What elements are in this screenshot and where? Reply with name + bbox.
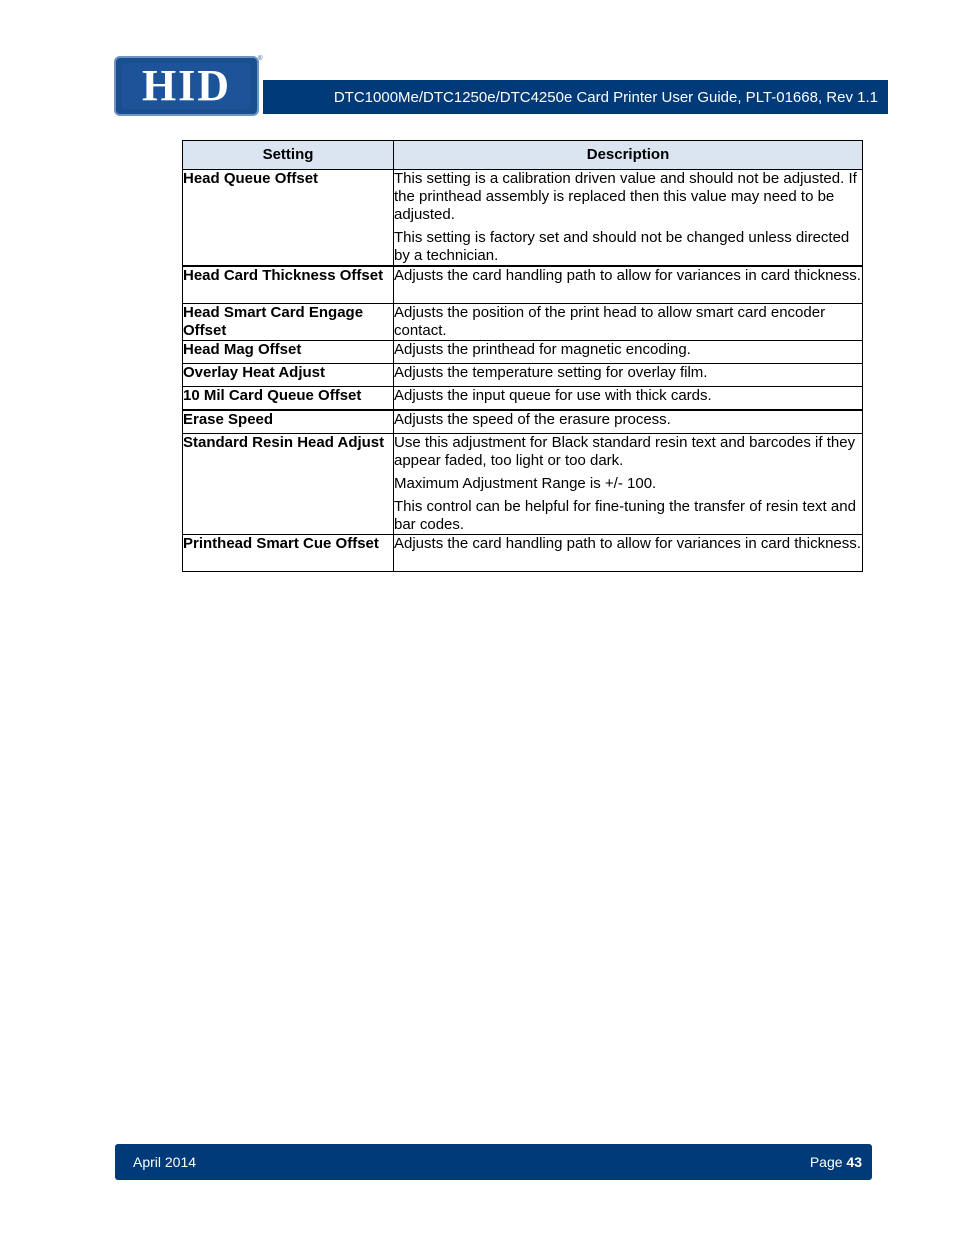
setting-description (394, 410, 863, 434)
table-row (183, 434, 863, 535)
setting-name: Erase Speed (183, 410, 394, 434)
setting-name: Overlay Heat Adjust (183, 364, 394, 387)
setting-description (394, 266, 863, 304)
description-paragraph: Adjusts the card handling path to allow for variances in card thickness. (394, 535, 861, 552)
setting-description (394, 364, 863, 387)
table-row (183, 170, 863, 267)
description-paragraph: This setting is factory set and should not be changed unless directed by a technician. (394, 229, 850, 264)
description-paragraph: This control can be helpful for fine-tuning the transfer of resin text and bar codes. (394, 498, 856, 533)
footer-page-label: Page (809, 1154, 843, 1170)
page-footer (115, 1144, 872, 1180)
description-paragraph: Adjusts the card handling path to allow for variances in card thickness. (394, 267, 861, 284)
setting-name: Standard Resin Head Adjust (183, 434, 394, 535)
column-header-description: Description (394, 141, 863, 170)
setting-description (394, 387, 863, 411)
description-paragraph: Adjusts the speed of the erasure process. (394, 411, 671, 428)
footer-date: April 2014 (133, 1154, 197, 1170)
footer-page-number: 43 (846, 1154, 862, 1170)
table-row (183, 387, 863, 411)
document-title-bar (263, 80, 888, 114)
setting-name: Head Queue Offset (183, 170, 394, 267)
description-paragraph: This setting is a calibration driven value and should not be adjusted. If the printhead assembly is replaced then this value may need to be adjusted. (394, 170, 857, 223)
setting-description (394, 341, 863, 364)
setting-name: Head Mag Offset (183, 341, 394, 364)
column-header-setting: Setting (183, 141, 394, 170)
hid-logo (114, 56, 259, 116)
setting-description (394, 434, 863, 535)
setting-description (394, 170, 863, 267)
table-header-row (183, 141, 863, 170)
table-row (183, 364, 863, 387)
registered-mark: ® (258, 56, 263, 62)
description-paragraph: Adjusts the input queue for use with thick cards. (394, 387, 712, 404)
table-row (183, 410, 863, 434)
setting-name: Head Card Thickness Offset (183, 266, 394, 304)
description-paragraph: Adjusts the printhead for magnetic encoding. (394, 341, 691, 358)
setting-name: Head Smart Card Engage Offset (183, 304, 394, 341)
setting-name: Printhead Smart Cue Offset (183, 535, 394, 572)
setting-description (394, 304, 863, 341)
setting-name: 10 Mil Card Queue Offset (183, 387, 394, 411)
table-row (183, 535, 863, 572)
table-row (183, 304, 863, 341)
description-paragraph: Maximum Adjustment Range is +/- 100. (394, 475, 657, 492)
description-paragraph: Use this adjustment for Black standard resin text and barcodes if they appear faded, too light or too dark. (394, 434, 856, 469)
description-paragraph: Adjusts the temperature setting for overlay film. (394, 364, 708, 381)
table-row (183, 266, 863, 304)
settings-table (182, 140, 863, 572)
footer-page (810, 1154, 862, 1170)
table-row (183, 341, 863, 364)
description-paragraph: Adjusts the position of the print head to allow smart card encoder contact. (394, 304, 826, 339)
setting-description (394, 535, 863, 572)
document-title: DTC1000Me/DTC1250e/DTC4250e Card Printer User Guide, PLT-01668, Rev 1.1 (333, 88, 878, 106)
hid-logo-text: HID (122, 63, 251, 109)
